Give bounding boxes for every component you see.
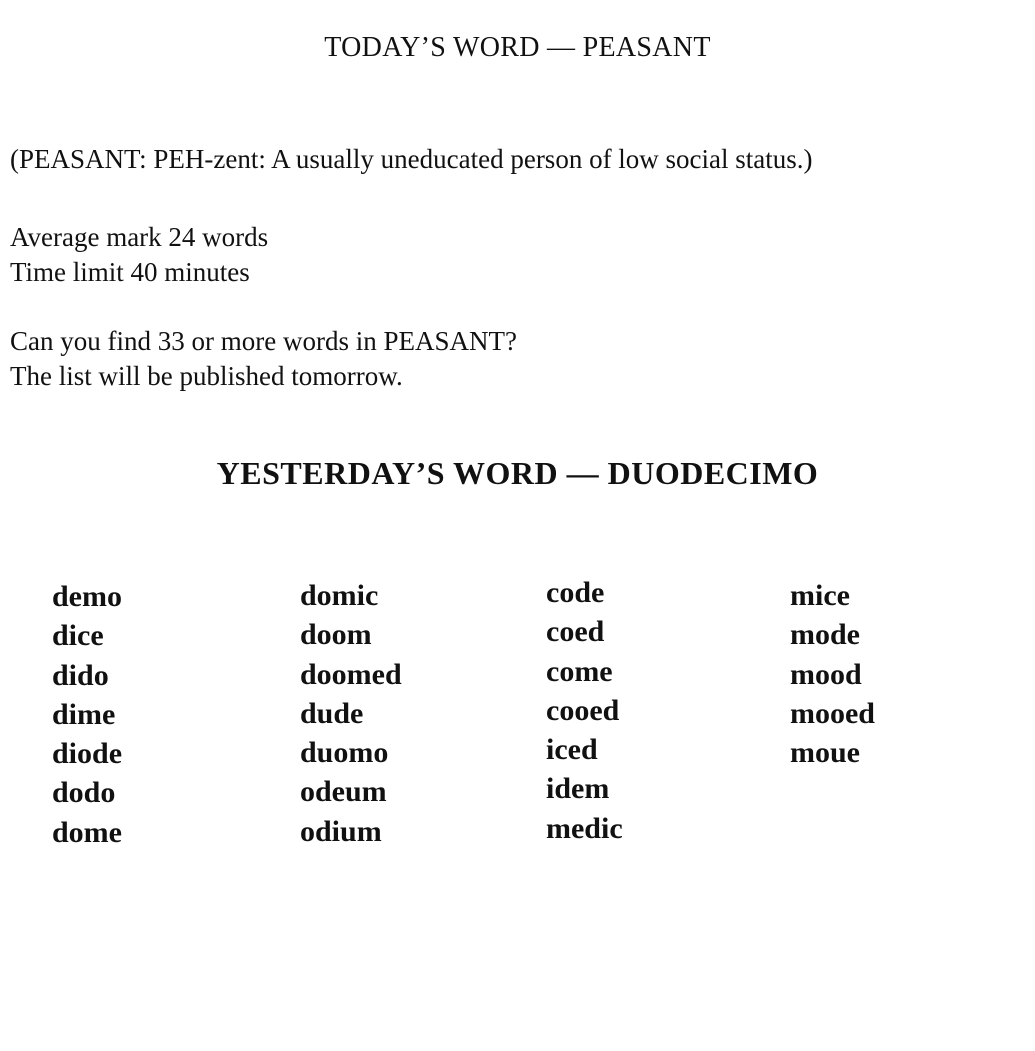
list-item: domic [300, 579, 379, 612]
list-item: dido [52, 658, 109, 692]
word-list-column-2 [300, 576, 402, 851]
list-item: dime [52, 697, 116, 731]
list-item: odeum [300, 775, 387, 809]
list-item: dodo [52, 776, 116, 810]
list-item: code [546, 576, 605, 609]
list-item: duomo [300, 736, 389, 770]
list-item: mood [790, 657, 862, 691]
list-item: mooed [790, 696, 875, 730]
challenge-info [10, 324, 517, 394]
list-item: diode [52, 737, 123, 771]
list-item: mice [790, 579, 850, 612]
list-item: dude [300, 696, 364, 730]
list-item: idem [546, 772, 610, 806]
list-item: demo [52, 580, 122, 613]
word-list-column-4 [790, 576, 875, 772]
list-item: medic [546, 811, 623, 845]
publish-note: The list will be published tomorrow. [10, 361, 403, 391]
today-word-title: TODAY’S WORD — PEASANT [324, 32, 711, 63]
list-item: mode [790, 618, 860, 652]
average-mark: Average mark 24 words [10, 222, 269, 252]
word-list-column-3 [546, 573, 623, 848]
scoring-info [10, 220, 268, 290]
word-definition: (PEASANT: PEH-zent: A usually uneducated person of low social status.) [10, 144, 813, 174]
list-item: iced [546, 733, 598, 767]
list-item: doomed [300, 657, 402, 691]
word-list-column-1 [52, 577, 122, 852]
challenge-question: Can you find 33 or more words in PEASANT? [10, 326, 517, 356]
yesterday-word-title: YESTERDAY’S WORD — DUODECIMO [216, 455, 819, 491]
list-item: coed [546, 615, 605, 649]
list-item: moue [790, 736, 860, 770]
list-item: doom [300, 618, 372, 652]
time-limit: Time limit 40 minutes [10, 257, 250, 287]
list-item: cooed [546, 693, 620, 727]
list-item: dome [52, 815, 122, 849]
list-item: come [546, 654, 613, 688]
list-item: odium [300, 814, 382, 848]
list-item: dice [52, 619, 104, 653]
